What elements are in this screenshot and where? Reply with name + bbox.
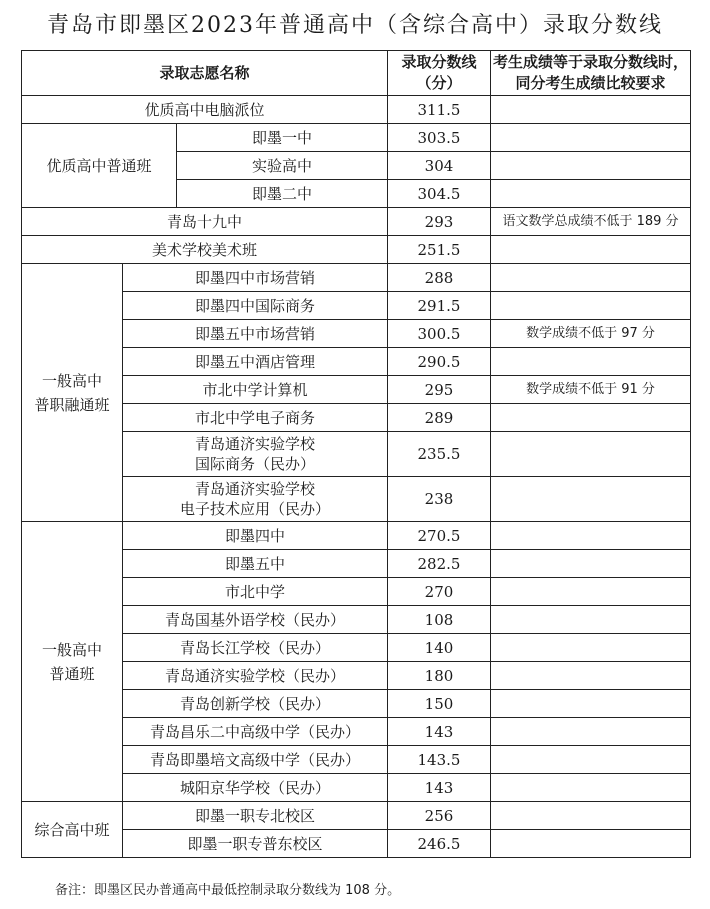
row-note xyxy=(491,236,691,264)
row-note xyxy=(491,292,691,320)
row-name: 青岛十九中 xyxy=(22,208,388,236)
row-note xyxy=(491,96,691,124)
row-name-line2: 电子技术应用（民办） xyxy=(179,500,330,518)
row-note xyxy=(491,124,691,152)
header-req-line1: 考生成绩等于录取分数线时， xyxy=(493,53,689,71)
row-note xyxy=(491,802,691,830)
row-name: 市北中学 xyxy=(123,578,388,606)
header-score xyxy=(388,51,491,96)
row-note xyxy=(491,578,691,606)
row-score: 303.5 xyxy=(388,124,491,152)
row-name: 即墨五中酒店管理 xyxy=(123,348,388,376)
row-name xyxy=(123,477,388,522)
row-score: 150 xyxy=(388,690,491,718)
row-score: 143.5 xyxy=(388,746,491,774)
row-score: 108 xyxy=(388,606,491,634)
header-score-line1: 录取分数线 xyxy=(401,53,477,71)
row-note: 数学成绩不低于 91 分 xyxy=(491,376,691,404)
table-row xyxy=(22,404,691,432)
row-name: 市北中学电子商务 xyxy=(123,404,388,432)
row-name: 即墨二中 xyxy=(177,180,388,208)
table-row xyxy=(22,96,691,124)
row-note xyxy=(491,606,691,634)
row-score: 282.5 xyxy=(388,550,491,578)
row-note xyxy=(491,774,691,802)
table-row xyxy=(22,634,691,662)
row-name: 优质高中电脑派位 xyxy=(22,96,388,124)
row-score: 143 xyxy=(388,718,491,746)
table-row xyxy=(22,802,691,830)
table-row xyxy=(22,264,691,292)
table-row xyxy=(22,320,691,348)
row-score: 270.5 xyxy=(388,522,491,550)
admission-score-table xyxy=(21,50,691,858)
table-row xyxy=(22,376,691,404)
row-score: 288 xyxy=(388,264,491,292)
row-name: 城阳京华学校（民办） xyxy=(123,774,388,802)
row-name-line1: 青岛通济实验学校 xyxy=(194,435,315,453)
row-score: 293 xyxy=(388,208,491,236)
table-row xyxy=(22,292,691,320)
table-row xyxy=(22,830,691,858)
table-header-row xyxy=(22,51,691,96)
group-quality-regular: 优质高中普通班 xyxy=(22,124,177,208)
group-label-line2: 普职融通班 xyxy=(34,395,110,414)
row-score: 256 xyxy=(388,802,491,830)
row-score: 295 xyxy=(388,376,491,404)
row-score: 140 xyxy=(388,634,491,662)
row-name: 即墨一中 xyxy=(177,124,388,152)
table-row xyxy=(22,522,691,550)
row-note xyxy=(491,264,691,292)
row-score: 238 xyxy=(388,477,491,522)
row-note xyxy=(491,522,691,550)
row-score: 246.5 xyxy=(388,830,491,858)
table-row xyxy=(22,348,691,376)
row-note xyxy=(491,718,691,746)
table-row xyxy=(22,662,691,690)
group-general-regular xyxy=(22,522,123,802)
row-name: 即墨五中市场营销 xyxy=(123,320,388,348)
row-note: 语文数学总成绩不低于 189 分 xyxy=(491,208,691,236)
row-score: 311.5 xyxy=(388,96,491,124)
row-name: 即墨四中市场营销 xyxy=(123,264,388,292)
row-score: 235.5 xyxy=(388,432,491,477)
row-name: 市北中学计算机 xyxy=(123,376,388,404)
row-note xyxy=(491,662,691,690)
row-note: 数学成绩不低于 97 分 xyxy=(491,320,691,348)
row-score: 291.5 xyxy=(388,292,491,320)
table-row xyxy=(22,578,691,606)
row-name: 即墨四中 xyxy=(123,522,388,550)
row-score: 270 xyxy=(388,578,491,606)
row-name: 即墨一职专北校区 xyxy=(123,802,388,830)
table-row xyxy=(22,124,691,152)
row-name: 青岛长江学校（民办） xyxy=(123,634,388,662)
table-row xyxy=(22,550,691,578)
row-name: 青岛即墨培文高级中学（民办） xyxy=(123,746,388,774)
row-score: 251.5 xyxy=(388,236,491,264)
row-note xyxy=(491,152,691,180)
row-name: 即墨一职专普东校区 xyxy=(123,830,388,858)
header-req-line2: 同分考生成绩比较要求 xyxy=(515,74,666,92)
row-score: 304 xyxy=(388,152,491,180)
row-score: 143 xyxy=(388,774,491,802)
row-note xyxy=(491,180,691,208)
group-comprehensive: 综合高中班 xyxy=(22,802,123,858)
table-row xyxy=(22,774,691,802)
table-row xyxy=(22,718,691,746)
row-note xyxy=(491,477,691,522)
row-note xyxy=(491,746,691,774)
row-note xyxy=(491,550,691,578)
group-label-line1: 一般高中 xyxy=(41,371,102,390)
row-name: 青岛国基外语学校（民办） xyxy=(123,606,388,634)
row-name-line1: 青岛通济实验学校 xyxy=(194,480,315,498)
row-score: 290.5 xyxy=(388,348,491,376)
group-label-line1: 一般高中 xyxy=(41,640,102,659)
row-note xyxy=(491,690,691,718)
row-name-line2: 国际商务（民办） xyxy=(194,455,315,473)
row-name: 青岛通济实验学校（民办） xyxy=(123,662,388,690)
header-requirement xyxy=(491,51,691,96)
group-label-line2: 普通班 xyxy=(49,664,95,683)
row-name: 青岛昌乐二中高级中学（民办） xyxy=(123,718,388,746)
row-name: 美术学校美术班 xyxy=(22,236,388,264)
row-note xyxy=(491,432,691,477)
row-name: 即墨五中 xyxy=(123,550,388,578)
table-row xyxy=(22,236,691,264)
row-name: 实验高中 xyxy=(177,152,388,180)
table-row xyxy=(22,746,691,774)
row-name: 即墨四中国际商务 xyxy=(123,292,388,320)
row-name: 青岛创新学校（民办） xyxy=(123,690,388,718)
row-score: 289 xyxy=(388,404,491,432)
row-score: 180 xyxy=(388,662,491,690)
table-row xyxy=(22,208,691,236)
footnote: 备注：即墨区民办普通高中最低控制录取分数线为 108 分。 xyxy=(55,883,401,898)
row-note xyxy=(491,634,691,662)
table-row xyxy=(22,606,691,634)
group-vocational-integration xyxy=(22,264,123,522)
page-title: 青岛市即墨区2023年普通高中（含综合高中）录取分数线 xyxy=(47,13,663,38)
table-row xyxy=(22,432,691,477)
row-note xyxy=(491,830,691,858)
row-note xyxy=(491,348,691,376)
table-row xyxy=(22,477,691,522)
row-name xyxy=(123,432,388,477)
header-name: 录取志愿名称 xyxy=(22,51,388,96)
row-note xyxy=(491,404,691,432)
row-score: 304.5 xyxy=(388,180,491,208)
header-score-line2: （分） xyxy=(416,74,462,92)
row-score: 300.5 xyxy=(388,320,491,348)
table-row xyxy=(22,690,691,718)
